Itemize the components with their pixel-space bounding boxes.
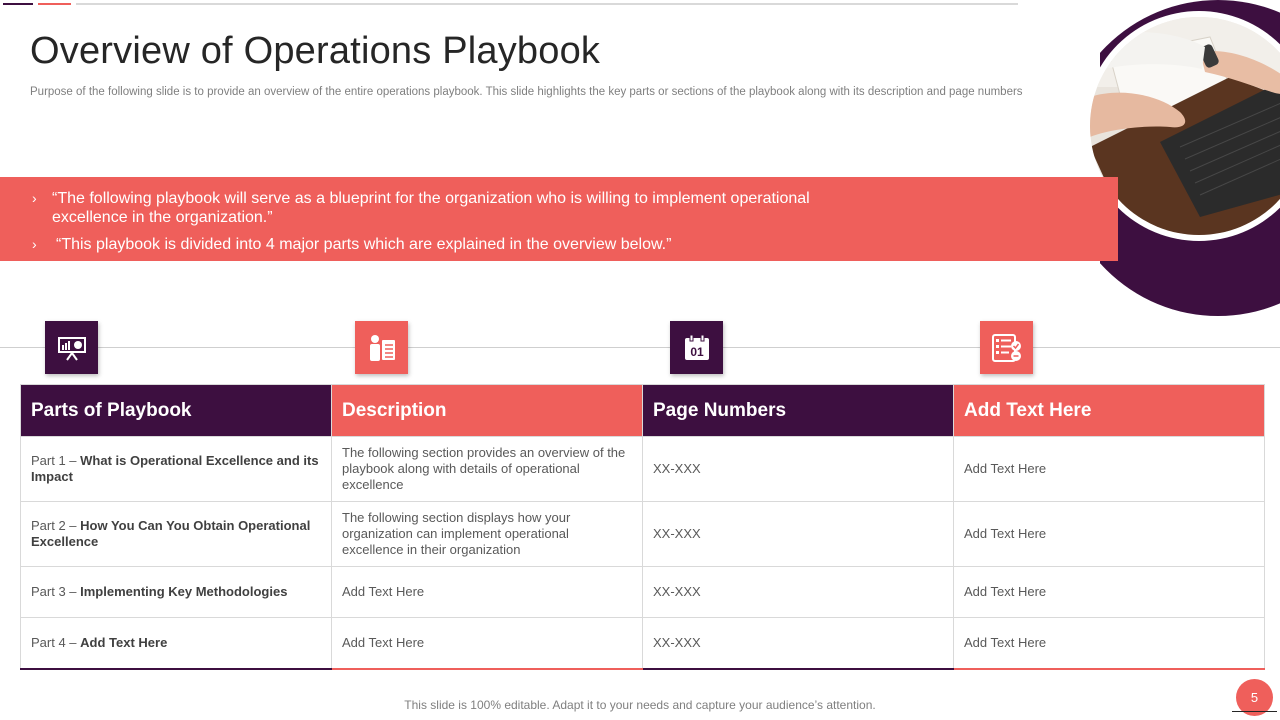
part-cell: Part 3 – Implementing Key Methodologies [21, 567, 332, 618]
page-number-badge: 5 [1236, 679, 1273, 716]
svg-text:01: 01 [689, 344, 704, 359]
playbook-overview-table [20, 384, 1265, 670]
chevron-right-icon: › [32, 236, 37, 252]
extra-cell: Add Text Here [954, 502, 1265, 567]
part-cell: Part 4 – Add Text Here [21, 618, 332, 670]
slide-title: Overview of Operations Playbook [30, 30, 601, 72]
checklist-icon [980, 321, 1033, 374]
page-numbers-cell: XX-XXX [643, 437, 954, 502]
part-cell: Part 2 – How You Can You Obtain Operational Excellence [21, 502, 332, 567]
banner-bullet-text: “This playbook is divided into 4 major parts which are explained in the overview below.” [56, 236, 672, 253]
part-cell: Part 1 – What is Operational Excellence and its Impact [21, 437, 332, 502]
description-cell: Add Text Here [332, 567, 643, 618]
column-header-page-numbers: Page Numbers [643, 385, 954, 437]
table-row [21, 502, 1265, 567]
page-numbers-cell: XX-XXX [643, 567, 954, 618]
key-message-banner [0, 177, 1118, 261]
table-row [21, 567, 1265, 618]
table-row [21, 437, 1265, 502]
presentation-board-icon [45, 321, 98, 374]
description-cell: The following section displays how your organization can implement operational excellence in their organization [332, 502, 643, 567]
description-cell: Add Text Here [332, 618, 643, 670]
page-number-underline [1232, 711, 1277, 712]
extra-cell: Add Text Here [954, 437, 1265, 502]
banner-bullet-text: “The following playbook will serve as a blueprint for the organization who is willing to implement operational excellence in the organization.” [52, 190, 810, 226]
column-header-add-text: Add Text Here [954, 385, 1265, 437]
table-header-row [21, 385, 1265, 437]
description-cell: The following section provides an overview of the playbook along with details of operational excellence [332, 437, 643, 502]
top-accent-line-gray [76, 3, 1018, 5]
calendar-icon [670, 321, 723, 374]
slide-subtitle: Purpose of the following slide is to provide an overview of the entire operations playbook. This slide highlights the key parts or sections of the playbook along with its description and page numbers [30, 86, 1023, 98]
column-header-description: Description [332, 385, 643, 437]
column-header-parts: Parts of Playbook [21, 385, 332, 437]
extra-cell: Add Text Here [954, 567, 1265, 618]
top-accent-line-salmon [38, 3, 71, 5]
table-row [21, 618, 1265, 670]
footer-note: This slide is 100% editable. Adapt it to your needs and capture your audience’s attention. [404, 698, 876, 712]
page-numbers-cell: XX-XXX [643, 502, 954, 567]
chevron-right-icon: › [32, 190, 37, 206]
page-numbers-cell: XX-XXX [643, 618, 954, 670]
extra-cell: Add Text Here [954, 618, 1265, 670]
divider-line [0, 347, 1280, 348]
person-checklist-icon [355, 321, 408, 374]
top-accent-line-purple [3, 3, 33, 5]
